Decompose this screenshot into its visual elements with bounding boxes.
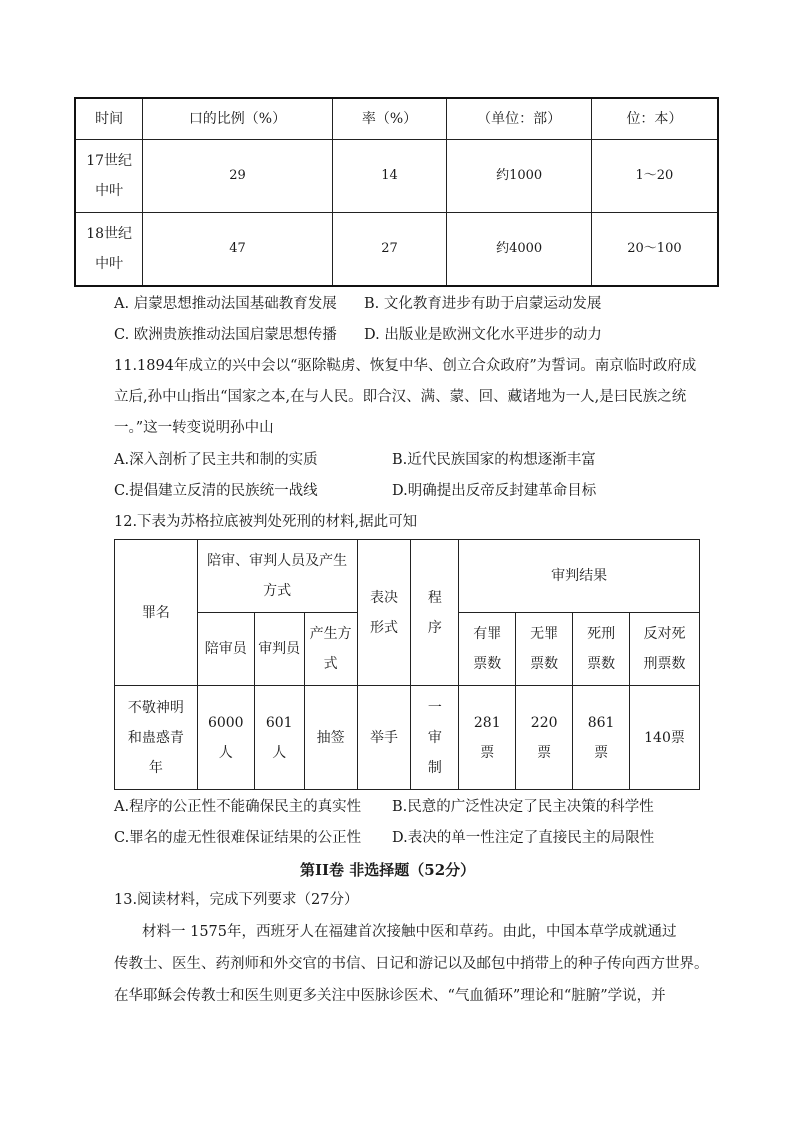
cell-line: 票 [537, 744, 552, 761]
q11-option-b: B.近代民族国家的构想逐渐丰富 [392, 452, 596, 468]
q12-stem: 12.下表为苏格拉底被判处死刑的材料,据此可知 [114, 514, 418, 530]
against-header [630, 613, 700, 686]
guilty-cell [459, 686, 516, 790]
method-cell: 抽签 [304, 686, 357, 790]
time-line: 17世纪 [86, 153, 133, 169]
cell-line: 人 [218, 744, 233, 761]
header-line: 程 [427, 589, 442, 606]
table-cell: 14 [332, 140, 447, 213]
header-line: 方式 [263, 583, 292, 599]
header-line: 产生方 [309, 626, 352, 642]
q11-option-c: C.提倡建立反清的民族统一战线 [114, 483, 318, 499]
header-cell: 时间 [75, 98, 143, 140]
header-line: 反对死 [643, 626, 686, 642]
q10-option-a: A. 启蒙思想推动法国基础教育发展 [114, 296, 337, 312]
q10-data-table [74, 97, 719, 287]
crime-header: 罪名 [115, 540, 198, 686]
header-line: 序 [427, 619, 442, 636]
innocent-header [516, 613, 573, 686]
cell-line: 861 [587, 714, 615, 731]
cell-line: 票 [594, 744, 609, 761]
header-line: 票数 [587, 656, 616, 672]
cell-line: 年 [148, 759, 163, 776]
cell-line: 和蛊惑青 [127, 729, 184, 746]
q13-material-line: 在华耶稣会传教士和医生则更多关注中医脉诊医术、“气血循环”理论和“脏腑”学说，并 [114, 988, 666, 1004]
header-cell: 位：本） [591, 98, 718, 140]
table-cell: 47 [143, 213, 332, 287]
table-header-row [75, 98, 718, 140]
table-cell: 20～100 [591, 213, 718, 287]
q12-option-b: B.民意的广泛性决定了民主决策的科学性 [392, 799, 654, 815]
death-cell [573, 686, 630, 790]
time-line: 中叶 [95, 256, 124, 272]
against-cell: 140票 [630, 686, 700, 790]
table-cell: 约1000 [447, 140, 592, 213]
cell-line: 一 [427, 699, 442, 716]
cell-line: 票 [480, 744, 495, 761]
result-header: 审判结果 [459, 540, 700, 613]
q12-option-a: A.程序的公正性不能确保民主的真实性 [114, 799, 362, 815]
q11-stem-line: 一。”这一转变说明孙中山 [114, 420, 274, 436]
header-line: 式 [323, 656, 338, 672]
header-cell: 口的比例（%） [143, 98, 332, 140]
header-line: 无罪 [530, 626, 559, 642]
time-line: 中叶 [95, 183, 124, 199]
time-cell [75, 213, 143, 287]
table-row [75, 213, 718, 287]
header-cell: （单位：部） [447, 98, 592, 140]
q11-option-d: D.明确提出反帝反封建革命目标 [392, 483, 597, 499]
part2-title: 第II卷 非选择题（52分） [300, 861, 476, 879]
jurors-header: 陪审员 [197, 613, 254, 686]
header-line: 形式 [369, 619, 398, 636]
q12-option-c: C.罪名的虚无性很难保证结果的公正性 [114, 830, 362, 846]
guilty-header [459, 613, 516, 686]
jurors-cell [197, 686, 254, 790]
header-line: 死刑 [587, 626, 616, 642]
q13-stem: 13.阅读材料，完成下列要求（27分） [114, 892, 359, 908]
q13-material-line: 传教士、医生、药剂师和外交官的书信、日记和游记以及邮包中捎带上的种子传向西方世界。 [114, 956, 709, 972]
judges-cell [254, 686, 304, 790]
cell-line: 不敬神明 [127, 699, 184, 716]
innocent-cell [516, 686, 573, 790]
procedure-header [411, 540, 459, 686]
q11-option-a: A.深入剖析了民主共和制的实质 [114, 452, 318, 468]
header-line: 票数 [530, 656, 559, 672]
jury-group-header [197, 540, 357, 613]
cell-line: 制 [427, 759, 442, 776]
q12-trial-table [114, 539, 700, 790]
q10-option-c: C. 欧洲贵族推动法国启蒙思想传播 [114, 327, 337, 343]
vote-form-header [357, 540, 411, 686]
q11-stem-line: 立后,孙中山指出“国家之本,在与人民。即合汉、满、蒙、回、藏诸地为一人,是曰民族之统 [114, 389, 687, 405]
q10-option-b: B. 文化教育进步有助于启蒙运动发展 [364, 296, 602, 312]
header-line: 表决 [369, 589, 398, 606]
time-cell [75, 140, 143, 213]
q11-stem-line: 11.1894年成立的兴中会以“驱除鞑虏、恢复中华、创立合众政府”为誓词。南京临时政府成 [114, 358, 697, 374]
procedure-cell [411, 686, 459, 790]
header-line: 有罪 [473, 626, 502, 642]
table-row [75, 140, 718, 213]
cell-line: 审 [427, 729, 442, 746]
header-cell: 率（%） [332, 98, 447, 140]
judges-header: 审判员 [254, 613, 304, 686]
cell-line: 6000 [207, 714, 244, 731]
header-line: 陪审、审判人员及产生 [207, 553, 348, 569]
header-line: 票数 [473, 656, 502, 672]
table-cell: 27 [332, 213, 447, 287]
cell-line: 601 [265, 714, 293, 731]
vote-form-cell: 举手 [357, 686, 411, 790]
header-line: 刑票数 [643, 656, 686, 672]
q10-option-d: D. 出版业是欧洲文化水平进步的动力 [364, 327, 602, 343]
method-header [304, 613, 357, 686]
table-cell: 29 [143, 140, 332, 213]
time-line: 18世纪 [86, 226, 133, 242]
table-cell: 约4000 [447, 213, 592, 287]
table-row [115, 686, 700, 790]
table-header-row [115, 540, 700, 613]
cell-line: 281 [473, 714, 501, 731]
death-header [573, 613, 630, 686]
crime-cell [115, 686, 198, 790]
cell-line: 人 [272, 744, 287, 761]
q13-material-line: 材料一 1575年，西班牙人在福建首次接触中医和草药。由此，中国本草学成就通过 [142, 924, 677, 940]
cell-line: 220 [530, 714, 558, 731]
q12-option-d: D.表决的单一性注定了直接民主的局限性 [392, 830, 655, 846]
table-cell: 1～20 [591, 140, 718, 213]
